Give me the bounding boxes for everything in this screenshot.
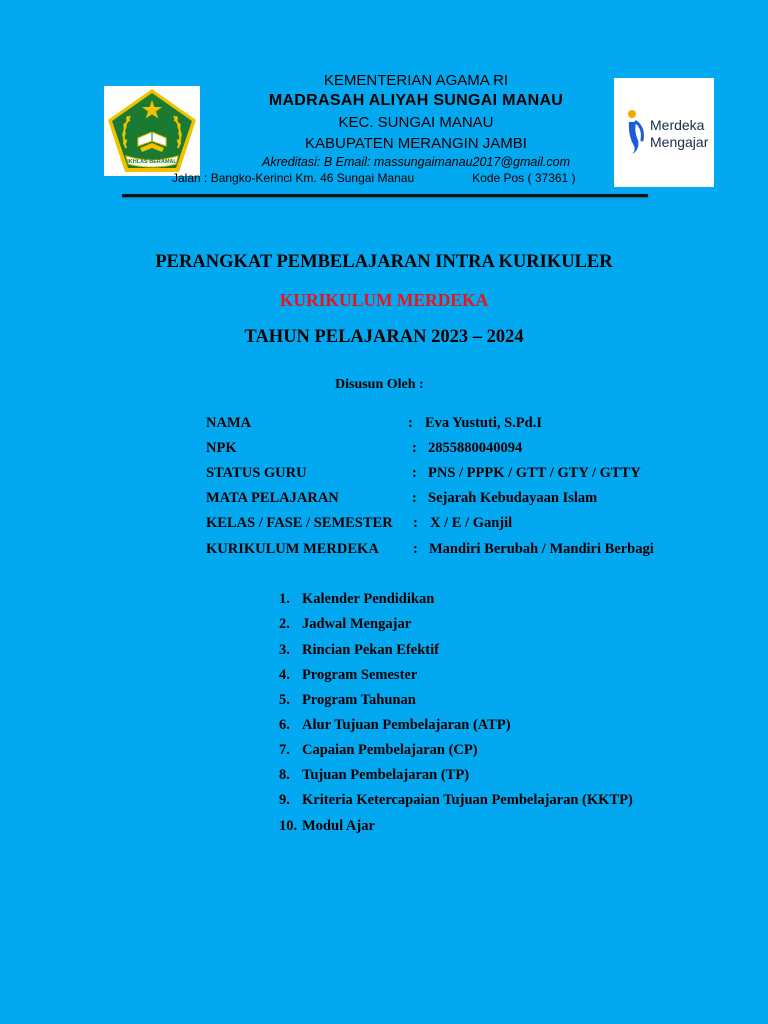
info-label: KELAS / FASE / SEMESTER bbox=[206, 515, 393, 531]
list-number: 4. bbox=[279, 667, 290, 683]
info-label: NAMA bbox=[206, 415, 252, 431]
postal-code: Kode Pos ( 37361 ) bbox=[472, 171, 576, 185]
list-number: 1. bbox=[279, 591, 290, 607]
list-text: Kriteria Ketercapaian Tujuan Pembelajaran (KKTP) bbox=[302, 792, 633, 808]
list-text: Program Semester bbox=[302, 667, 418, 683]
logo-right-line2: Mengajar bbox=[650, 134, 709, 150]
info-value: Sejarah Kebudayaan Islam bbox=[428, 490, 598, 506]
list-text: Kalender Pendidikan bbox=[302, 591, 435, 607]
kabupaten-name: KABUPATEN MERANGIN JAMBI bbox=[305, 135, 527, 152]
school-name: MADRASAH ALIYAH SUNGAI MANAU bbox=[268, 92, 564, 109]
info-colon: : bbox=[413, 515, 418, 531]
info-value: PNS / PPPK / GTT / GTY / GTTY bbox=[428, 465, 641, 481]
list-item bbox=[279, 642, 439, 659]
info-label: KURIKULUM MERDEKA bbox=[206, 541, 379, 557]
info-value: Mandiri Berubah / Mandiri Berbagi bbox=[429, 541, 654, 557]
info-value: 2855880040094 bbox=[428, 440, 523, 456]
list-number: 10. bbox=[279, 818, 298, 834]
letterhead-divider bbox=[122, 194, 648, 197]
list-item bbox=[279, 667, 417, 684]
info-colon: : bbox=[413, 541, 418, 557]
list-text: Tujuan Pembelajaran (TP) bbox=[302, 767, 470, 783]
list-number: 3. bbox=[279, 642, 290, 658]
info-value: Eva Yustuti, S.Pd.I bbox=[425, 415, 542, 431]
list-number: 6. bbox=[279, 717, 290, 733]
list-item bbox=[279, 818, 375, 835]
list-number: 7. bbox=[279, 742, 290, 758]
list-text: Rincian Pekan Efektif bbox=[302, 642, 439, 658]
list-text: Jadwal Mengajar bbox=[302, 616, 412, 632]
info-colon: : bbox=[412, 490, 417, 506]
list-item bbox=[279, 591, 434, 608]
info-label: STATUS GURU bbox=[206, 465, 307, 481]
address-text: Jalan : Bangko-Kerinci Km. 46 Sungai Manau bbox=[172, 171, 415, 185]
academic-year-title: TAHUN PELAJARAN 2023 – 2024 bbox=[244, 327, 524, 347]
info-label: NPK bbox=[206, 440, 237, 456]
list-text: Modul Ajar bbox=[302, 818, 375, 834]
list-number: 9. bbox=[279, 792, 290, 808]
list-number: 5. bbox=[279, 692, 290, 708]
kecamatan-name: KEC. SUNGAI MANAU bbox=[338, 114, 494, 131]
school-address bbox=[172, 171, 576, 185]
curriculum-title: KURIKULUM MERDEKA bbox=[279, 290, 489, 310]
list-item bbox=[279, 742, 478, 759]
info-value: X / E / Ganjil bbox=[430, 515, 513, 531]
list-text: Capaian Pembelajaran (CP) bbox=[302, 742, 478, 758]
prepared-by-label: Disusun Oleh : bbox=[335, 377, 424, 392]
logo-motto-text: IKHLAS BERAMAL bbox=[127, 159, 177, 165]
accreditation-email: Akreditasi: B Email: massungaimanau2017@gmail.com bbox=[262, 155, 570, 169]
document-title: PERANGKAT PEMBELAJARAN INTRA KURIKULER bbox=[155, 252, 613, 272]
list-number: 8. bbox=[279, 767, 290, 783]
list-text: Program Tahunan bbox=[302, 692, 416, 708]
logo-right-line1: Merdeka bbox=[650, 117, 705, 133]
list-item bbox=[279, 717, 511, 734]
list-text: Alur Tujuan Pembelajaran (ATP) bbox=[302, 717, 511, 733]
list-number: 2. bbox=[279, 616, 290, 632]
info-colon: : bbox=[412, 440, 417, 456]
info-colon: : bbox=[412, 465, 417, 481]
list-item bbox=[279, 792, 633, 809]
ministry-name: KEMENTERIAN AGAMA RI bbox=[323, 72, 509, 89]
info-colon: : bbox=[408, 415, 413, 431]
list-item bbox=[279, 616, 411, 633]
list-item bbox=[279, 692, 416, 709]
info-label: MATA PELAJARAN bbox=[206, 490, 339, 506]
list-item bbox=[279, 767, 469, 784]
